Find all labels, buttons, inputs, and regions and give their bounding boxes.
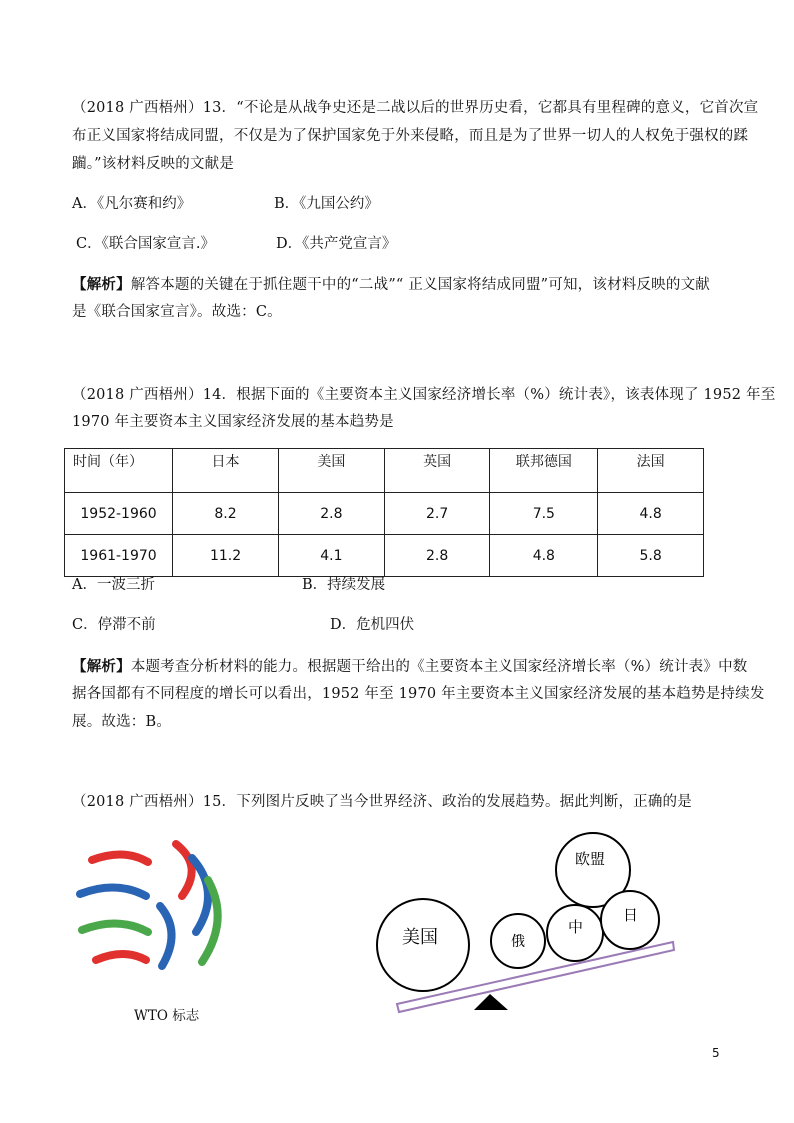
- q14-stem-line-1: （2018 广西梧州）14．根据下面的《主要资本主义国家经济增长率（%）统计表》，该表体现了 1952 年至: [72, 387, 776, 403]
- page-number: 5: [712, 1046, 720, 1060]
- q14-analysis-line-1: [72, 655, 748, 676]
- table-header-cell: 法国: [598, 449, 704, 493]
- table-header-row: [65, 449, 704, 493]
- q14-option-d: D．危机四伏: [330, 617, 415, 633]
- wto-caption: WTO 标志: [134, 1008, 200, 1024]
- q13-option-c: C．《联合国家宣言.》: [76, 236, 215, 252]
- table-cell: 2.7: [384, 493, 490, 535]
- q13-option-b: B．《九国公约》: [274, 196, 379, 212]
- label-usa: 美国: [402, 927, 438, 948]
- table-header-cell: 日本: [173, 449, 279, 493]
- wto-right-arcs: [160, 844, 218, 966]
- wto-logo-image: [72, 836, 228, 978]
- power-balance-scale-image: [372, 832, 684, 1022]
- q15-stem-line-1: （2018 广西梧州）15．下列图片反映了当今世界经济、政治的发展趋势。据此判断，正确的是: [72, 794, 692, 810]
- q13-stem-line-3: 躏。”该材料反映的文献是: [72, 156, 235, 172]
- table-header-cell: 时间（年）: [65, 449, 173, 493]
- wto-arc-red-left-2: [96, 954, 146, 960]
- q14-analysis-text-1: 本题考查分析材料的能力。根据题干给出的《主要资本主义国家经济增长率（%）统计表》中数: [130, 659, 748, 675]
- table-cell: 4.8: [490, 535, 598, 577]
- wto-arc-red-left: [92, 854, 148, 862]
- q14-analysis-label: 【解析】: [72, 658, 131, 675]
- table-cell: 7.5: [490, 493, 598, 535]
- label-japan: 日: [623, 906, 639, 924]
- wto-arc-blue-left: [80, 887, 146, 896]
- wto-arc-red-right: [176, 844, 192, 896]
- table-cell: 8.2: [173, 493, 279, 535]
- q13-analysis-label: 【解析】: [72, 276, 131, 293]
- q14-option-b: B．持续发展: [302, 577, 386, 593]
- label-russia: 俄: [511, 934, 525, 950]
- table-header-cell: 联邦德国: [490, 449, 598, 493]
- table-row: [65, 493, 704, 535]
- table-header-cell: 英国: [384, 449, 490, 493]
- wto-arc-blue-bottom: [160, 906, 172, 966]
- table-cell: 1961-1970: [65, 535, 173, 577]
- table-cell: 2.8: [384, 535, 490, 577]
- q13-stem-line-2: 布正义国家将结成同盟，不仅是为了保护国家免于外来侵略，而且是为了世界一切人的人权免于强权的蹂: [72, 128, 749, 144]
- table-cell: 4.8: [598, 493, 704, 535]
- q14-option-c: C．停滞不前: [72, 617, 156, 633]
- label-eu: 欧盟: [575, 850, 606, 868]
- table-cell: 2.8: [278, 493, 384, 535]
- table-cell: 4.1: [278, 535, 384, 577]
- table-header-cell: 美国: [278, 449, 384, 493]
- q13-analysis-text-1: 解答本题的关键在于抓住题干中的“二战”“ 正义国家将结成同盟”可知，该材料反映的文献: [130, 277, 710, 293]
- table-cell: 5.8: [598, 535, 704, 577]
- table-cell: 11.2: [173, 535, 279, 577]
- scale-fulcrum: [474, 994, 508, 1010]
- wto-arc-green-left: [82, 923, 148, 932]
- q14-analysis-line-3: 展。故选：B。: [72, 714, 172, 730]
- wto-left-arcs: [80, 854, 148, 960]
- label-china: 中: [568, 918, 584, 936]
- table-cell: 1952-1960: [65, 493, 173, 535]
- q14-analysis-line-2: 据各国都有不同程度的增长可以看出，1952 年至 1970 年主要资本主义国家经济发展的基本趋势是持续发: [72, 686, 765, 702]
- q13-analysis-line-1: [72, 273, 710, 294]
- growth-rate-table: [64, 448, 704, 577]
- q13-option-a: A．《凡尔赛和约》: [72, 196, 192, 212]
- q13-analysis-line-2: 是《联合国家宣言》。故选：C。: [72, 304, 282, 320]
- q14-stem-line-2: 1970 年主要资本主义国家经济发展的基本趋势是: [72, 414, 394, 430]
- q13-stem-line-1: （2018 广西梧州）13．“不论是从战争史还是二战以后的世界历史看，它都具有里程碑的意义，它首次宣: [72, 100, 759, 116]
- q14-option-a: A．一波三折: [72, 577, 155, 593]
- q13-option-d: D．《共产党宣言》: [276, 236, 397, 252]
- table-row: [65, 535, 704, 577]
